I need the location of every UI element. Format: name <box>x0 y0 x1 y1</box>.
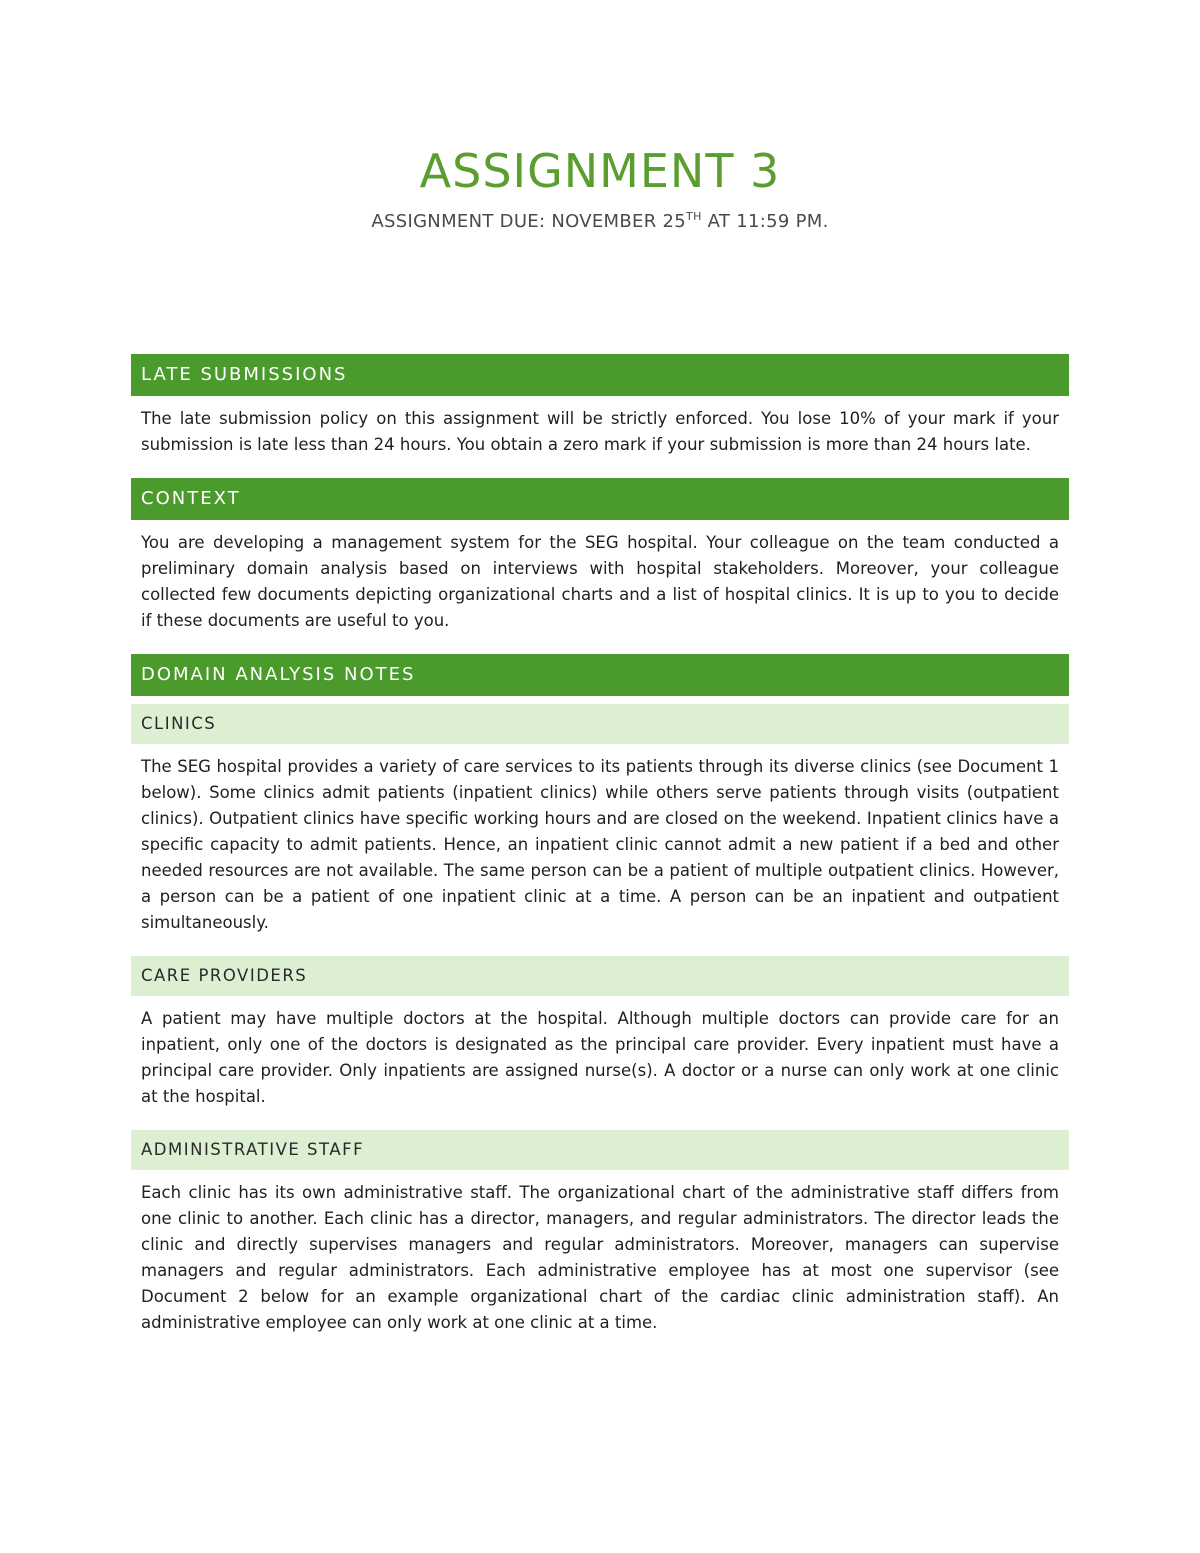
section-heading-domain-analysis: DOMAIN ANALYSIS NOTES <box>131 654 1069 696</box>
due-date-suffix: AT 11:59 PM. <box>701 211 829 232</box>
document-body <box>131 354 1069 1336</box>
subsection-heading-care-providers: CARE PROVIDERS <box>131 956 1069 996</box>
page-title: ASSIGNMENT 3 <box>419 144 781 198</box>
clinics-paragraph: The SEG hospital provides a variety of care services to its patients through its diverse clinics (see Document 1 below). Some clinics admit patients (inpatient clinics) while others serve patients through visits (outpatient clinics). Outpatient clinics have specific working hours and are closed on the weekend. Inpatient clinics have a specific capacity to admit patients. Hence, an inpatient clinic cannot admit a new patient if a bed and other needed resources are not available. The same person can be a patient of multiple outpatient clinics. However, a person can be a patient of one inpatient clinic at a time. A person can be an inpatient and outpatient simultaneously. <box>141 757 1059 932</box>
context-paragraph: You are developing a management system for the SEG hospital. Your colleague on the team conducted a preliminary domain analysis based on interviews with hospital stakeholders. Moreover, your colleague collected few documents depicting organizational charts and a list of hospital clinics. It is up to you to decide if these documents are useful to you. <box>141 533 1059 630</box>
section-heading-late-submissions: LATE SUBMISSIONS <box>131 354 1069 396</box>
due-date-superscript: TH <box>686 210 702 223</box>
late-submissions-paragraph: The late submission policy on this assignment will be strictly enforced. You lose 10% of your mark if your submission is late less than 24 hours. You obtain a zero mark if your submission is more than 24 hours late. <box>141 409 1059 454</box>
section-heading-context: CONTEXT <box>131 478 1069 520</box>
care-providers-paragraph: A patient may have multiple doctors at the hospital. Although multiple doctors can provide care for an inpatient, only one of the doctors is designated as the principal care provider. Every inpatient must have a principal care provider. Only inpatients are assigned nurse(s). A doctor or a nurse can only work at one clinic at the hospital. <box>141 1009 1059 1106</box>
due-date-prefix: ASSIGNMENT DUE: NOVEMBER 25 <box>371 211 687 232</box>
administrative-staff-paragraph: Each clinic has its own administrative staff. The organizational chart of the administrative staff differs from one clinic to another. Each clinic has a director, managers, and regular administrators. The director leads the clinic and directly supervises managers and regular administrators. Moreover, managers can supervise managers and regular administrators. Each administrative employee has at most one supervisor (see Document 2 below for an example organizational chart of the cardiac clinic administration staff). An administrative employee can only work at one clinic at a time. <box>141 1183 1059 1332</box>
due-date <box>0 209 1200 235</box>
subsection-heading-administrative-staff: ADMINISTRATIVE STAFF <box>131 1130 1069 1170</box>
subsection-heading-clinics: CLINICS <box>131 704 1069 744</box>
